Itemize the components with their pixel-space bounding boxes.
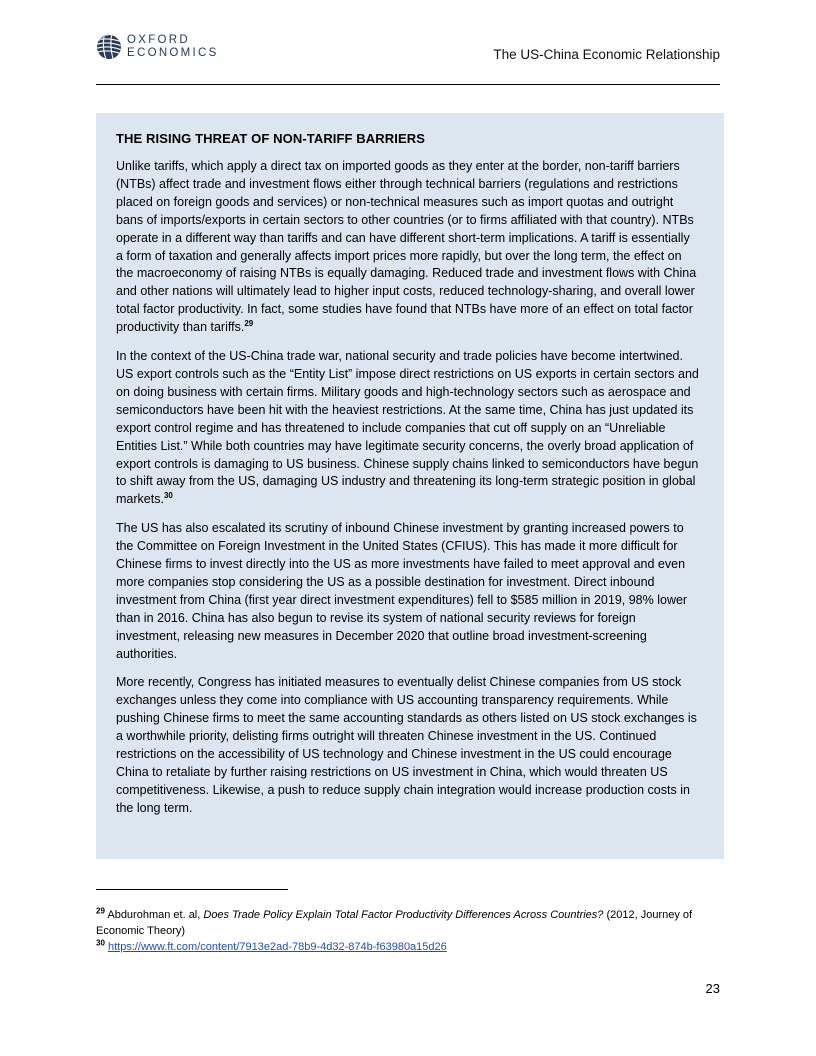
paragraph	[116, 348, 699, 509]
footnote-citation-title: Does Trade Policy Explain Total Factor Productivity Differences Across Countries?	[203, 909, 604, 921]
footnote	[96, 939, 706, 955]
footnote-link[interactable]: https://www.ft.com/content/7913e2ad-78b9-4d32-874b-f63980a15d26	[107, 941, 447, 953]
paragraph	[116, 158, 699, 337]
footnote-ref[interactable]: 29	[244, 319, 254, 328]
paragraph-text: The US has also escalated its scrutiny of inbound Chinese investment by granting increased powers to the Committee on Foreign Investment in the United States (CFIUS). This has made it more difficult for Chinese firms to invest directly into the US as more investments have failed to meet approval and even more companies stop considering the US as a possible destination for investment. Direct inbound investment from China (first year direct investment expenditures) fell to $585 million in 2019, 98% lower than in 2016. China has also begun to revise its system of national security reviews for foreign investment, releasing new measures in December 2020 that outline broad investment-screening authorities.	[116, 521, 688, 661]
footnote-text: (2012, Journey of Economic Theory)	[96, 909, 693, 937]
footnotes	[96, 907, 706, 955]
footnote-text: Abdurohman et. al,	[107, 909, 204, 921]
footnote-number: 30	[96, 938, 105, 948]
header-divider	[96, 84, 720, 85]
paragraph	[116, 674, 699, 817]
paragraph-text: In the context of the US-China trade war, national security and trade policies have become intertwined. US export controls such as the “Entity List” impose direct restrictions on US exports in certain sectors and on doing business with certain firms. Military goods and high-technology sectors such as aerospace and semiconductors have been hit with the heaviest restrictions. At the same time, China has just updated its export control regime and has threatened to include companies that cut off supply on an “Unreliable Entities List.” While both countries may have legitimate security concerns, the overly broad application of export controls is damaging to US business. Chinese supply chains linked to semiconductors have begun to shift away from the US, damaging US industry and threatening its long-term strategic position in global markets.	[116, 349, 699, 507]
page-header	[96, 34, 720, 84]
paragraph	[116, 520, 699, 663]
callout-heading: THE RISING THREAT OF NON-TARIFF BARRIERS	[116, 131, 426, 146]
page-number: 23	[705, 981, 720, 996]
footnote-divider	[96, 889, 288, 890]
callout-box	[96, 113, 724, 859]
document-title: The US-China Economic Relationship	[493, 47, 720, 62]
logo-line-economics: ECONOMICS	[127, 47, 219, 59]
paragraph-text: More recently, Congress has initiated measures to eventually delist Chinese companies from US stock exchanges unless they come into compliance with US accounting transparency requirements. While pushing Chinese firms to meet the same accounting standards as others listed on US stock exchanges is a worthwhile priority, delisting firms outright will threaten Chinese investment in the US. Continued restrictions on the accessibility of US technology and Chinese investment in the US could encourage China to retaliate by further raising restrictions on US investment in China, which would threaten US competitiveness. Likewise, a push to reduce supply chain integration would increase production costs in the long term.	[116, 675, 697, 815]
footnote-number: 29	[96, 906, 105, 916]
footnote	[96, 907, 706, 939]
footnote-ref[interactable]: 30	[163, 491, 173, 501]
oxford-economics-logo	[96, 34, 226, 70]
logo-line-oxford: OXFORD	[127, 34, 190, 46]
paragraph-text: Unlike tariffs, which apply a direct tax on imported goods as they enter at the border, non-tariff barriers (NTBs) affect trade and investment flows either through technical barriers (regulations and restrictions placed on foreign goods and services) or non-technical measures such as import quotas and outright bans of imports/exports in certain sectors to other countries (or to firms affiliated with that country). NTBs operate in a different way than tariffs and can have different short-term implications. A tariff is essentially a form of taxation and generally affects import prices more rapidly, but over the long term, the effect on the macroeconomy of raising NTBs is equally damaging. Reduced trade and investment flows with China and other nations will ultimately lead to higher input costs, reduced technology-sharing, and overall lower total factor productivity. In fact, some studies have found that NTBs have more of an effect on total factor productivity than tariffs.	[116, 159, 697, 335]
logo-wordmark	[127, 34, 219, 60]
callout-content	[116, 131, 699, 829]
globe-icon	[96, 34, 122, 60]
